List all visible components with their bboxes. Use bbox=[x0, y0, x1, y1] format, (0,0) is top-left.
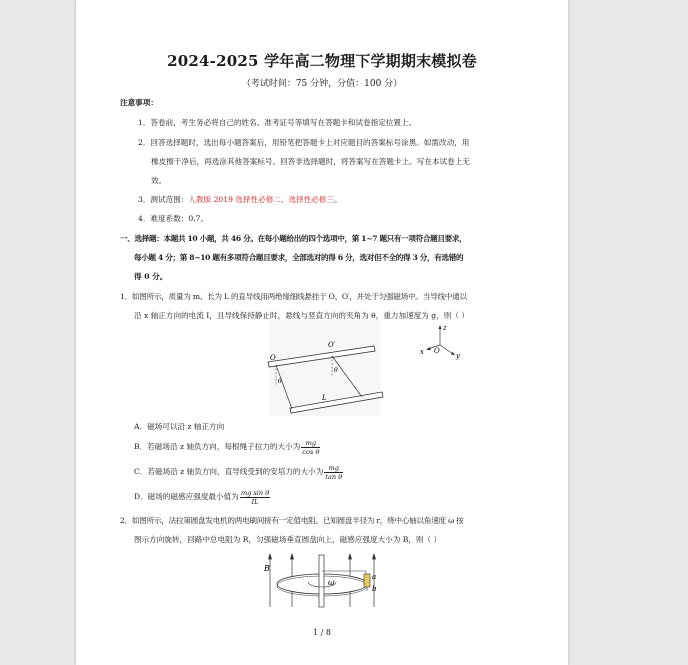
q2-stem-line-1: 2．如图所示，法拉第圆盘发电机的两电刷间接有一定值电阻。已知圆盘半径为 r，绕中心轴以角速度 ω 按 bbox=[120, 516, 464, 525]
section-heading-line-3: 得 0 分。 bbox=[134, 272, 168, 281]
axis-z-label: z bbox=[443, 324, 447, 332]
resistor bbox=[364, 574, 370, 587]
fraction-b: $\frac{mg}{\text{cos θ}}$ bbox=[302, 438, 320, 456]
terminal-b-label: b bbox=[372, 585, 377, 593]
axis-origin-label: O bbox=[434, 347, 440, 355]
page-title: 2024-2025 学年高二物理下学期期末模拟卷 bbox=[167, 52, 477, 70]
exam-info: （考试时间：75 分钟，分值：100 分） bbox=[241, 79, 403, 89]
terminal-a-label: a bbox=[372, 573, 377, 581]
q1-option-c: C．若磁场沿 z 轴负方向，直导线受到的安培力的大小为 $\frac{mg}{\text{tan θ}}$ bbox=[134, 463, 343, 481]
section-heading-line-2: 每小题 4 分；第 8~10 题有多项符合题目要求，全部选对的得 6 分，选对但不全的得 3 分，有选错的 bbox=[134, 253, 464, 262]
axle bbox=[319, 555, 324, 607]
scope-suffix: 。 bbox=[334, 195, 342, 204]
notice-item-2-end: 效。 bbox=[151, 176, 167, 185]
scope-highlight: 人教版 2019 选择性必修二、选择性必修三 bbox=[188, 195, 335, 204]
q2-stem-line-2: 图示方向旋转，回路中总电阻为 R，匀强磁场垂直圆盘向上，磁感应强度大小为 B，则（ ） bbox=[134, 535, 442, 544]
theta-left-label: θ bbox=[278, 378, 282, 385]
point-o-label: O bbox=[270, 354, 276, 362]
q1-stem-line-1: 1．如图所示，质量为 m、长为 L 的直导线用两绝缘细线悬挂于 O、O′，并处于匀强磁场中。当导线中通以 bbox=[120, 292, 467, 301]
notice-heading: 注意事项： bbox=[120, 98, 158, 107]
q1-stem-line-2: 沿 x 轴正方向的电流 I，且导线保持静止时，悬线与竖直方向的夹角为 θ，重力加速度为 g，则（ ） bbox=[134, 311, 469, 320]
notice-item-3 bbox=[138, 194, 342, 205]
q1-option-d: D．磁场的磁感应强度最小值为 $\frac{\text{mg sin θ}}{IL}$ bbox=[134, 488, 270, 506]
page-number: 1 / 8 bbox=[313, 628, 331, 637]
point-o-prime-label: O′ bbox=[328, 341, 336, 349]
axis-x-label: x bbox=[420, 348, 424, 356]
axes-icon bbox=[426, 325, 455, 355]
document-page bbox=[76, 0, 568, 665]
notice-item-4: 4．难度系数：0.7。 bbox=[138, 214, 209, 223]
theta-right-label: θ bbox=[334, 367, 338, 374]
q1-option-b: B．若磁场沿 z 轴负方向，每根绳子拉力的大小为 $\frac{mg}{\text{cos θ}}$ bbox=[134, 438, 320, 456]
q2-figure bbox=[262, 551, 392, 607]
notice-item-1: 1．答卷前，考生务必将自己的姓名、准考证号等填写在答题卡和试卷指定位置上。 bbox=[138, 118, 417, 127]
length-l-label: L bbox=[322, 394, 327, 402]
fraction-d: $\frac{\text{mg sin θ}}{IL}$ bbox=[240, 488, 270, 506]
axis-y-label: y bbox=[456, 352, 460, 360]
q1-figure bbox=[262, 320, 460, 416]
section-heading-line-1: 一、选择题：本题共 10 小题，共 46 分。在每小题给出的四个选项中，第 1~7 题只有一项符合题目要求， bbox=[120, 234, 467, 243]
fraction-c: $\frac{mg}{\text{tan θ}}$ bbox=[325, 463, 343, 481]
scope-prefix: 3．测试范围： bbox=[138, 195, 189, 204]
omega-label: ω bbox=[328, 578, 335, 587]
notice-item-2: 2．回答选择题时，选出每小题答案后，用铅笔把答题卡上对应题目的答案标号涂黑。如需改动，用 bbox=[138, 138, 470, 147]
q1-option-a: A．磁场可以沿 z 轴正方向 bbox=[134, 422, 225, 431]
notice-item-2-cont: 橡皮擦干净后，再选涂其他答案标号。回答非选择题时，将答案写在答题卡上。写在本试卷上无 bbox=[151, 157, 470, 166]
field-b-label: B bbox=[264, 564, 270, 573]
